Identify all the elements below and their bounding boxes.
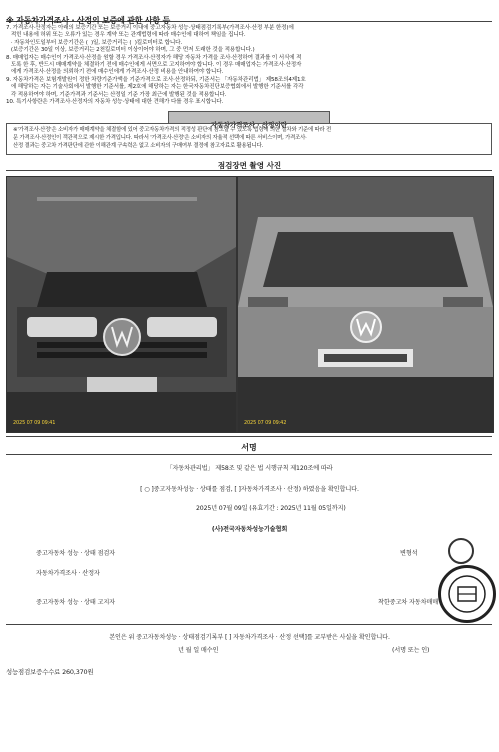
clause-line: 각 적용하여야 하며, 기준가격과 기준서는 산정일 기준 가장 최근에 발행된 것을 적용합니다. [6, 91, 227, 98]
photo-rear [237, 176, 494, 433]
price-section-line: 문 가격조사·산정인이 객관적으로 제시한 가격입니다. 따라서 '가격조사·산정'은 소비자의 자율적 선택에 따른 서비스이며, 가격조사· [13, 134, 307, 141]
inspector-seal [448, 538, 474, 564]
clause-line: 10. 특기사항란은 가격조사·산정자의 자동차 성능·상태에 대한 견해가 다를 경우 표시합니다. [6, 99, 224, 106]
clause-line: (보증기간은 30일 이상, 보증거리는 2천킬로미터 이상이어야 하며, 그 중 먼저 도래한 것을 적용합니다.) [6, 47, 255, 54]
clause-line: 에 해당하는 자는 기술사회에서 발행한 기준서를, 제2호에 해당하는 자는 한국자동차진단보증협회에서 발행한 기준서를 각각 [6, 84, 304, 91]
price-section-box [6, 123, 492, 155]
clause-line: 적힌 내용에 허위 또는 오류가 있는 경우 계약 또는 관계법령에 따라 매수인에 대하여 책임을 집니다. [6, 32, 246, 39]
photo-engine-front [6, 176, 237, 433]
issue-date: 2025년 07월 09일 (유효기간 : 2025년 11월 05일까지) [196, 505, 346, 512]
clause-line: · 자동차인도일부터 보증기간은 ( )일, 보증거리는 ( )킬로미터로 합니다. [6, 39, 183, 46]
signature-divider [6, 454, 492, 455]
photos-title: 점검장면 촬영 사진 [217, 161, 282, 170]
receipt-divider [6, 624, 492, 625]
price-section-title: 자동차가격조사 · 산정이란 [210, 121, 288, 129]
buyer-sign-note: (서명 또는 인) [392, 647, 430, 654]
inspector-label: 중고자동차 성능 · 상태 점검자 [36, 550, 116, 557]
warranty-header [6, 8, 492, 25]
inspection-fee: 성능점검보증수수료 260,370원 [6, 668, 94, 676]
clause-line: 7. 가격조사·산정자는 아래의 보증기간 또는 보증거리 이내에 중고자동차 성능·상태점검기록부(가격조사·산정 부분 한정)에 [6, 25, 294, 31]
clause-line: 8. 매매업자는 매수인이 가격조사·산정을 원할 경우 가격조사·산정자가 해당 자동차 가격을 조사·산정하여 결과를 이 서식에 적 [6, 54, 302, 61]
notifier-label: 중고자동차 성능 · 상태 고지자 [36, 599, 116, 606]
warranty-header-title: ※ 자동차가격조사 · 산정의 보증에 관한 사항 등 [6, 16, 171, 25]
clause-line: 9. 자동차가격은 보험개발원이 정한 차량기준가액을 기준가격으로 조사·산정하되, 기준서는 「자동차관리법」 제58조의4제1호 [6, 76, 306, 83]
clause-line: 도록 한 후, 반드시 매매계약을 체결하기 전에 매수인에게 서면으로 고지하여야 합니다. 이 경우 매매업자는 가격조사·산정자 [6, 62, 302, 69]
company-seal-mark [441, 568, 493, 620]
clause-line: 에게 가격조사·산정을 의뢰하기 전에 매수인에게 가격조사·산정 비용을 안내하여야 합니다. [6, 69, 224, 76]
notifier-name: 착한중고차 자동차매매 [378, 599, 439, 606]
company-seal [438, 565, 496, 623]
clause-list [6, 25, 492, 106]
appraiser-label: 자동차가격조사 · 산정자 [36, 570, 100, 577]
confirmation-statement: [ ○ ]중고자동차성능 · 상태를 점검, [ ]자동차가격조사 · 산정) 하였음을 확인합니다. [140, 486, 359, 493]
photo-engine-front-image [7, 177, 236, 432]
inspector-name: 변형석 [400, 550, 418, 557]
price-section-line: ※'가격조사·산정'은 소비자가 매매계약을 체결함에 있어 중고자동차가격의 적정성 판단에 참고할 수 있도록 법령에 의한 절차와 기준에 따라 전 [13, 127, 332, 133]
law-reference: 「자동차관리법」 제58조 및 같은 법 시행규칙 제120조에 따라 [166, 465, 333, 472]
photos-divider [6, 170, 492, 171]
receipt-date-fields: 년 월 일 매수인 [178, 647, 219, 654]
photo-rear-image [238, 177, 493, 432]
association-name: (사)전국자동차성능기술협회 [211, 526, 288, 533]
receipt-statement: 본인은 위 중고자동차성능 · 상태점검기록부 [ ] 자동차가격조사 · 산정 선택]를 교부받은 사실을 확인합니다. [109, 634, 390, 641]
signature-title: 서명 [241, 443, 257, 452]
photo-timestamp: 2025 07 09 09:41 [13, 420, 56, 426]
price-section-line: 산정 결과는 중고차 가격판단에 관한 이해관계 구속력은 없고 소비자의 구매여부 결정에 참고자료로 활용됩니다. [13, 142, 264, 149]
signature-divider-top [6, 436, 492, 437]
photo-timestamp: 2025 07 09 09:42 [244, 420, 287, 426]
